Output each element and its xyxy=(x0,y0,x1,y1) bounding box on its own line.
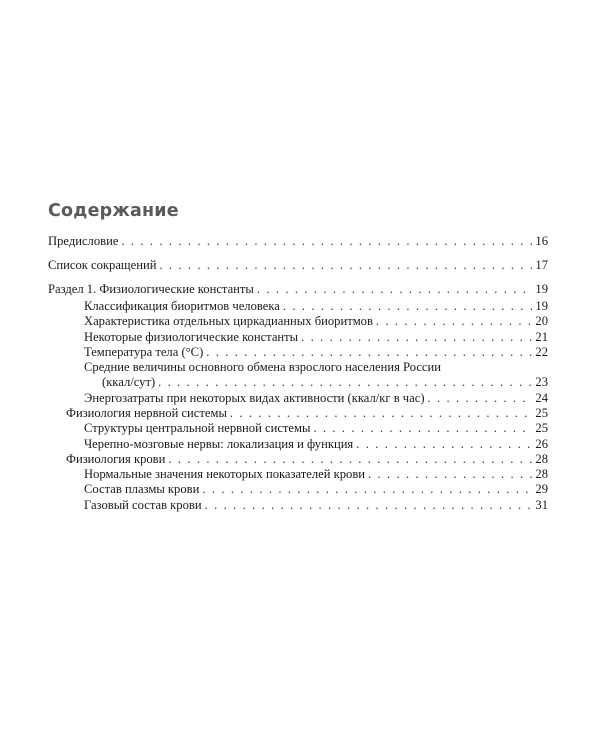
toc-entry[interactable] xyxy=(48,258,548,273)
toc-entry[interactable] xyxy=(48,452,548,467)
toc-entry-title-line1: Средние величины основного обмена взрослого населения России xyxy=(84,360,442,374)
toc-entry-page: 31 xyxy=(535,498,548,512)
toc-leader-dots xyxy=(202,482,532,497)
toc-entry-title: Список сокращений xyxy=(48,258,157,272)
toc-leader-dots xyxy=(368,467,532,482)
toc-entry[interactable] xyxy=(48,330,548,345)
toc-leader-dots xyxy=(283,299,533,314)
toc-entry-title: Состав плазмы крови xyxy=(84,482,200,496)
toc-leader-dots xyxy=(313,421,532,436)
toc-entry-title: Черепно-мозговые нервы: локализация и функция xyxy=(84,437,354,451)
toc-leader-dots xyxy=(206,345,532,360)
toc-entry-title: Энергозатраты при некоторых видах активности (ккал/кг в час) xyxy=(84,391,425,405)
toc-entry-page: 24 xyxy=(535,391,548,405)
toc-leader-dots xyxy=(158,375,532,390)
toc-entry-page: 23 xyxy=(535,375,548,389)
toc-entry-page: 25 xyxy=(535,421,548,435)
toc-entry-title: Газовый состав крови xyxy=(84,498,202,512)
toc-entry-page: 25 xyxy=(535,406,548,420)
toc-entry-title: Температура тела (°С) xyxy=(84,345,204,359)
toc-entry-title: Физиология крови xyxy=(66,452,166,466)
toc-leader-dots xyxy=(168,452,532,467)
toc-entry-title: Физиология нервной системы xyxy=(66,406,227,420)
toc-leader-dots xyxy=(257,282,533,297)
toc-entry-title: Раздел 1. Физиологические константы xyxy=(48,282,254,296)
toc-entry[interactable] xyxy=(48,467,548,482)
toc-entry-page: 19 xyxy=(535,299,548,313)
toc-entry-page: 22 xyxy=(535,345,548,359)
toc-entry-page: 26 xyxy=(535,437,548,451)
toc-leader-dots xyxy=(121,234,532,249)
toc-leader-dots xyxy=(356,437,532,452)
toc-entry-title: Нормальные значения некоторых показателей крови xyxy=(84,467,366,481)
toc-entry-page: 21 xyxy=(535,330,548,344)
toc-leader-dots xyxy=(428,391,533,406)
toc-entry[interactable] xyxy=(48,498,548,513)
toc-entry-title: Характеристика отдельных циркадианных биоритмов xyxy=(84,314,373,328)
toc-leader-dots xyxy=(159,258,532,273)
table-of-contents xyxy=(48,0,548,750)
toc-entry-title: Некоторые физиологические константы xyxy=(84,330,299,344)
toc-entry-page: 19 xyxy=(535,282,548,296)
toc-entry-page: 20 xyxy=(535,314,548,328)
toc-entry-title-line2: (ккал/сут) xyxy=(102,375,156,389)
toc-entry[interactable] xyxy=(48,234,548,249)
toc-entry-page: 28 xyxy=(535,452,548,466)
toc-entry-title: Классификация биоритмов человека xyxy=(84,299,280,313)
toc-entry[interactable] xyxy=(48,437,548,452)
toc-entry-page: 16 xyxy=(535,234,548,248)
toc-leader-dots xyxy=(230,406,533,421)
toc-entry-title: Структуры центральной нервной системы xyxy=(84,421,311,435)
toc-entry[interactable] xyxy=(48,299,548,314)
toc-entry[interactable] xyxy=(48,482,548,497)
toc-entry[interactable] xyxy=(48,314,548,329)
page-title: Содержание xyxy=(48,201,179,221)
toc-leader-dots xyxy=(376,314,533,329)
toc-entry[interactable] xyxy=(48,375,548,390)
toc-entry[interactable] xyxy=(48,406,548,421)
toc-entry-page: 29 xyxy=(535,482,548,496)
toc-entry[interactable] xyxy=(48,391,548,406)
toc-entry[interactable] xyxy=(48,421,548,436)
toc-leader-dots xyxy=(301,330,532,345)
toc-entry-page: 28 xyxy=(535,467,548,481)
toc-leader-dots xyxy=(205,498,533,513)
toc-entry[interactable] xyxy=(48,345,548,360)
toc-entry-page: 17 xyxy=(535,258,548,272)
toc-entry-title: Предисловие xyxy=(48,234,119,248)
toc-entry[interactable] xyxy=(48,282,548,297)
